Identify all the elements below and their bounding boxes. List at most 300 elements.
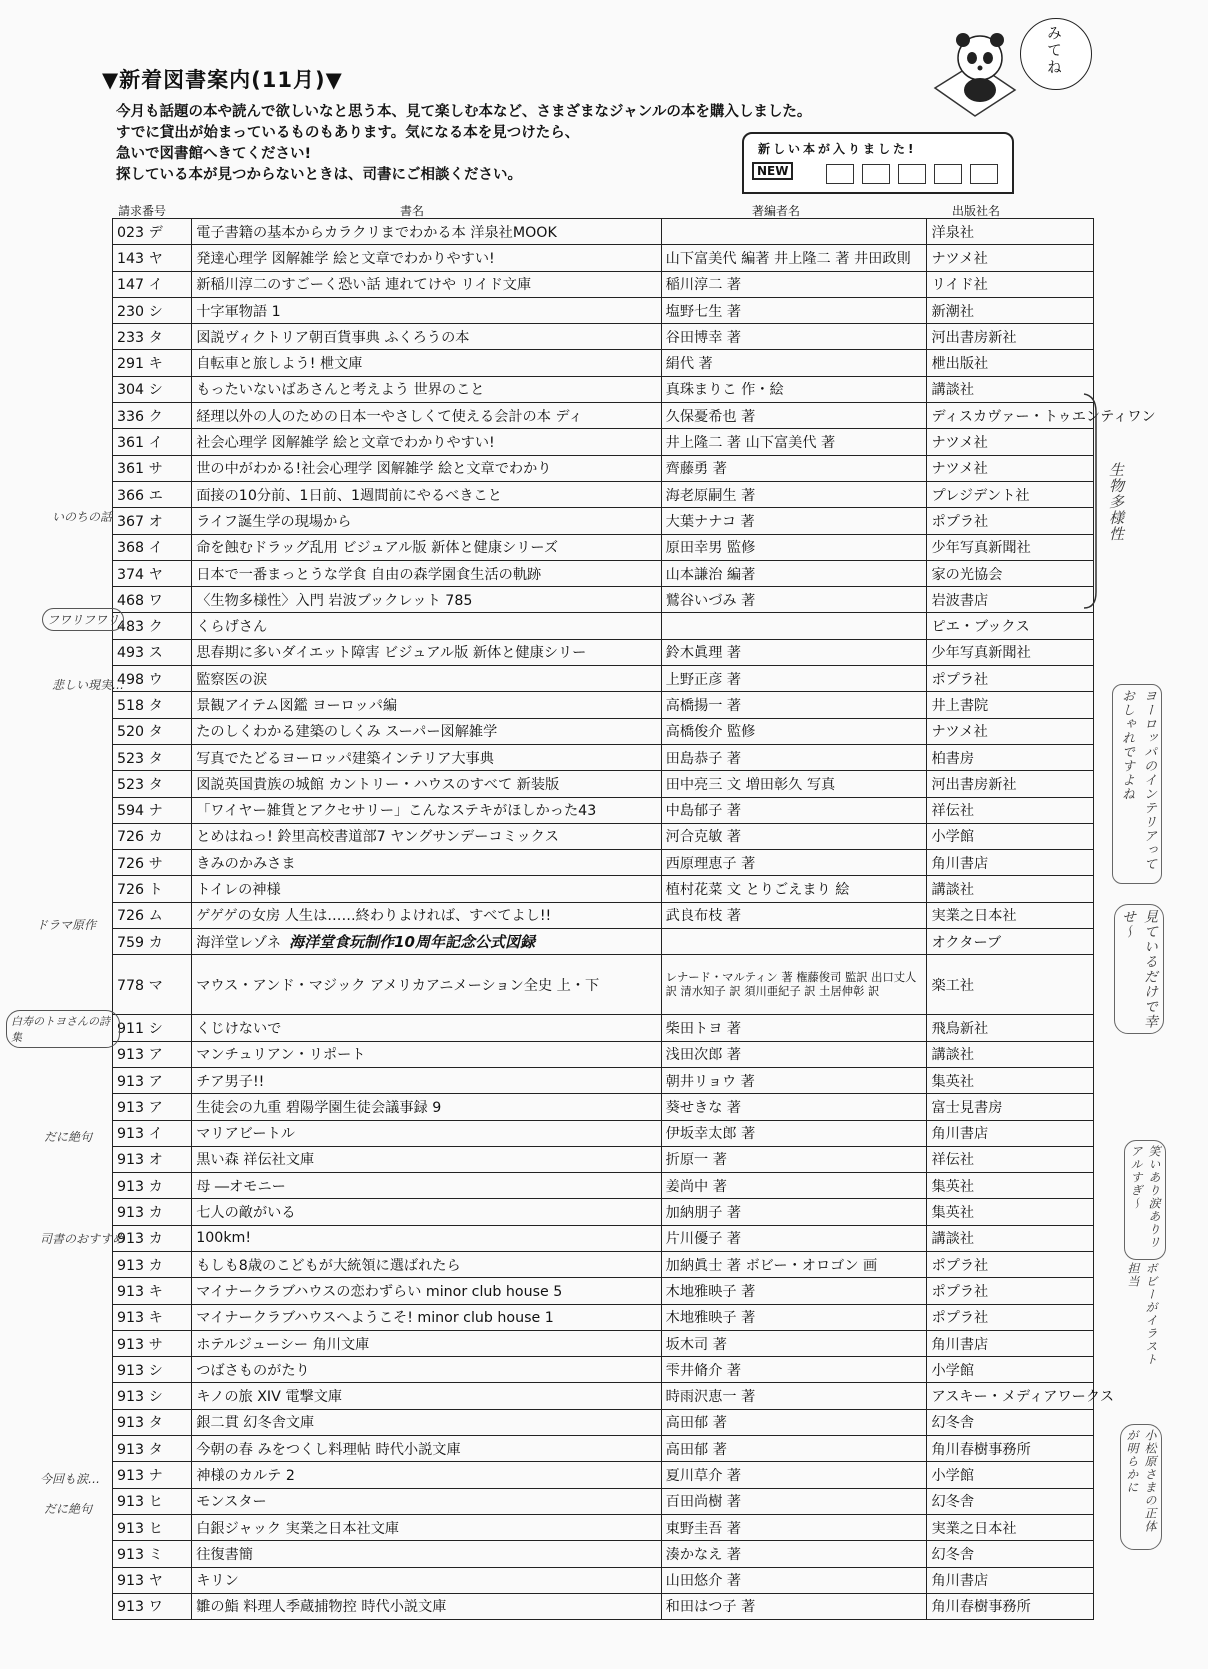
table-row — [113, 613, 1094, 639]
call-number-cell-text: 726 ム — [117, 908, 163, 925]
title-cell-text: 図説ヴィクトリア朝百貨事典 ふくろうの本 — [196, 329, 470, 346]
title-cell — [192, 718, 661, 744]
call-number-cell — [113, 613, 192, 639]
table-row — [113, 1251, 1094, 1277]
publisher-cell-text: プレジデント社 — [931, 487, 1030, 504]
publisher-cell — [927, 902, 1094, 928]
title-cell-text: 新稲川淳二のすごーく恐い話 連れてけや リイド文庫 — [196, 277, 532, 294]
publisher-cell-text: 集英社 — [931, 1178, 975, 1195]
publisher-cell-text: 祥伝社 — [931, 803, 975, 820]
publisher-cell — [927, 1146, 1094, 1172]
publisher-cell-text: 小学館 — [931, 1468, 975, 1484]
title-cell — [192, 1488, 661, 1514]
table-row — [113, 219, 1094, 245]
author-cell-text: 朝井リョウ 著 — [665, 1073, 755, 1090]
table-row — [113, 1488, 1094, 1514]
header-publisher: 出版社名 — [952, 204, 1001, 218]
author-cell — [661, 1462, 927, 1488]
author-cell — [661, 1094, 927, 1120]
call-number-cell-text: 913 シ — [117, 1362, 163, 1379]
call-number-cell — [113, 1593, 192, 1619]
call-number-cell-text: 913 ミ — [117, 1546, 163, 1563]
title-cell — [192, 1436, 661, 1462]
title-cell — [192, 481, 661, 507]
title-cell-text: ゲゲゲの女房 人生は……終わりよければ、すべてよし!! — [196, 908, 552, 925]
author-cell — [661, 1173, 927, 1199]
title-cell-text: 今朝の春 みをつくし料理帖 時代小説文庫 — [196, 1441, 461, 1458]
publisher-cell-text: ポプラ社 — [931, 1257, 989, 1274]
table-row — [113, 1514, 1094, 1540]
title-cell — [192, 1593, 661, 1619]
book-icon — [862, 164, 890, 184]
publisher-cell — [927, 850, 1094, 876]
author-cell — [661, 1541, 927, 1567]
title-cell-text: マウス・アンド・マジック アメリカアニメーション全史 上・下 — [196, 977, 600, 994]
call-number-cell-text: 911 シ — [117, 1020, 163, 1037]
call-number-cell-text: 913 シ — [117, 1389, 163, 1406]
publisher-cell-text: ポプラ社 — [931, 1283, 989, 1300]
author-cell-text: 木地雅映子 著 — [665, 1310, 756, 1327]
title-cell — [192, 1514, 661, 1540]
author-cell-text: 田中亮三 文 増田彰久 写真 — [665, 776, 836, 793]
author-cell-text: 湊かなえ 著 — [665, 1546, 742, 1563]
call-number-cell-text: 913 タ — [117, 1441, 163, 1458]
author-cell-text: 植村花菜 文 とりごえまり 絵 — [665, 882, 850, 899]
table-row — [113, 1173, 1094, 1199]
call-number-cell-text: 913 カ — [117, 1205, 163, 1222]
publisher-cell-text: 実業之日本社 — [931, 1520, 1017, 1537]
call-number-cell-text: 913 サ — [117, 1336, 163, 1353]
author-cell-text: 塩野七生 著 — [665, 303, 742, 320]
table-row — [113, 534, 1094, 560]
publisher-cell-text: 講談社 — [931, 382, 975, 399]
publisher-cell-text: 角川書店 — [931, 1126, 989, 1143]
publisher-cell — [927, 297, 1094, 323]
badge-new-label: NEW — [752, 162, 793, 180]
call-number-cell — [113, 902, 192, 928]
call-number-cell — [113, 1146, 192, 1172]
title-cell — [192, 744, 661, 770]
call-number-cell — [113, 771, 192, 797]
page-title: ▼新着図書案内(11月)▼ — [102, 68, 343, 92]
table-row — [113, 902, 1094, 928]
author-cell — [661, 797, 927, 823]
publisher-cell-text: ポプラ社 — [931, 1310, 989, 1327]
title-cell-text: つばさものがたり — [196, 1362, 310, 1379]
note-miteiru: 見ているだけで幸せ〜 — [1114, 904, 1164, 1034]
publisher-cell-text: 洋泉社 — [931, 224, 975, 241]
author-cell — [661, 245, 927, 271]
author-cell — [661, 297, 927, 323]
call-number-cell — [113, 534, 192, 560]
publisher-cell-text: 祥伝社 — [931, 1152, 975, 1169]
title-cell-text: トイレの神様 — [196, 882, 281, 899]
table-row — [113, 481, 1094, 507]
author-cell — [661, 403, 927, 429]
author-cell — [661, 481, 927, 507]
publisher-cell — [927, 350, 1094, 376]
table-row — [113, 1304, 1094, 1330]
publisher-cell-text: アスキー・メディアワークス — [931, 1389, 1115, 1406]
author-cell-text: 久保憂希也 著 — [665, 408, 756, 425]
title-cell-text: 母 ―オモニー — [196, 1178, 286, 1195]
call-number-cell — [113, 245, 192, 271]
call-number-cell — [113, 1436, 192, 1462]
title-cell — [192, 797, 661, 823]
call-number-cell — [113, 350, 192, 376]
publisher-cell-text: 幻冬舎 — [931, 1494, 975, 1511]
publisher-cell-text: ディスカヴァー・トゥエンティワン — [931, 408, 1156, 425]
title-cell — [192, 666, 661, 692]
note-bobby: ボビーがイラスト担当 — [1126, 1262, 1158, 1366]
table-row — [113, 1120, 1094, 1146]
title-cell-text: 発達心理学 図解雑学 絵と文章でわかりやすい! — [196, 250, 495, 267]
call-number-cell-text: 913 ア — [117, 1073, 163, 1090]
publisher-cell — [927, 560, 1094, 586]
intro-line: 今月も話題の本や読んで欲しいなと思う本、見て楽しむ本など、さまざまなジャンルの本を購入しました。 — [116, 104, 812, 120]
note-fuwari: フワリフワリ — [42, 608, 124, 631]
publisher-cell-text: 集英社 — [931, 1073, 975, 1090]
book-icon — [826, 164, 854, 184]
call-number-cell-text: 778 マ — [117, 977, 163, 994]
author-cell-text: 雫井脩介 著 — [665, 1362, 742, 1379]
title-cell — [192, 350, 661, 376]
publisher-cell — [927, 1015, 1094, 1041]
title-cell-text: 銀二貫 幻冬舎文庫 — [196, 1415, 315, 1432]
book-icon — [898, 164, 926, 184]
title-cell-text: きみのかみさま — [196, 855, 296, 872]
publisher-cell — [927, 1357, 1094, 1383]
publisher-cell-text: 少年写真新聞社 — [931, 540, 1031, 557]
author-cell — [661, 455, 927, 481]
call-number-cell — [113, 1383, 192, 1409]
author-cell — [661, 1567, 927, 1593]
title-cell — [192, 508, 661, 534]
publisher-cell-text: 幻冬舎 — [931, 1415, 975, 1432]
call-number-cell-text: 913 カ — [117, 1178, 163, 1195]
header-author: 著編者名 — [752, 204, 801, 218]
table-row — [113, 771, 1094, 797]
title-cell — [192, 324, 661, 350]
call-number-cell — [113, 403, 192, 429]
title-cell-text: モンスター — [196, 1494, 267, 1511]
table-row — [113, 1436, 1094, 1462]
publisher-cell — [927, 744, 1094, 770]
intro-text — [116, 102, 811, 186]
author-cell — [661, 1015, 927, 1041]
call-number-cell — [113, 666, 192, 692]
call-number-cell — [113, 1514, 192, 1540]
call-number-cell-text: 913 イ — [117, 1126, 163, 1143]
author-cell — [661, 534, 927, 560]
table-row — [113, 1383, 1094, 1409]
call-number-cell — [113, 324, 192, 350]
author-cell — [661, 1041, 927, 1067]
publisher-cell-text: 集英社 — [931, 1205, 975, 1222]
publisher-cell — [927, 1304, 1094, 1330]
author-cell-text: 浅田次郎 著 — [665, 1047, 742, 1064]
table-row — [113, 350, 1094, 376]
author-cell — [661, 823, 927, 849]
table-row — [113, 823, 1094, 849]
table-row — [113, 1462, 1094, 1488]
title-cell-text: とめはねっ! 鈴里高校書道部7 ヤングサンデーコミックス — [196, 829, 559, 846]
intro-line: 探している本が見つからないときは、司書にご相談ください。 — [116, 167, 522, 183]
author-cell-text: 山下富美代 編著 井上隆二 著 井田政則 — [665, 250, 911, 267]
author-cell-text: 加納眞士 著 ボビー・オロゴン 画 — [665, 1257, 878, 1274]
title-cell-text: くらげさん — [196, 619, 268, 636]
call-number-cell-text: 913 タ — [117, 1415, 163, 1432]
title-cell-text: 図説英国貴族の城館 カントリー・ハウスのすべて 新装版 — [196, 776, 560, 793]
publisher-cell — [927, 823, 1094, 849]
author-cell — [661, 1278, 927, 1304]
publisher-cell-text: オクターブ — [931, 934, 1002, 951]
call-number-cell-text: 361 イ — [117, 435, 163, 452]
call-number-cell — [113, 297, 192, 323]
call-number-cell-text: 913 ナ — [117, 1468, 163, 1484]
author-cell — [661, 429, 927, 455]
call-number-cell-text: 759 カ — [117, 934, 163, 951]
table-row — [113, 271, 1094, 297]
author-cell — [661, 324, 927, 350]
title-cell — [192, 823, 661, 849]
publisher-cell-text: ナツメ社 — [931, 435, 988, 452]
panda-icon — [930, 28, 1020, 118]
note-warai: 笑いあり涙ありリアルすぎ〜 — [1124, 1140, 1166, 1260]
call-number-cell-text: 726 カ — [117, 829, 163, 846]
call-number-cell-text: 483 ク — [117, 619, 163, 636]
title-cell — [192, 560, 661, 586]
call-number-cell-text: 230 シ — [117, 303, 163, 320]
table-row — [113, 324, 1094, 350]
intro-line: 急いで図書館へきてください! — [116, 146, 312, 162]
title-cell-text: 十字軍物語 1 — [196, 303, 281, 320]
publisher-cell — [927, 1330, 1094, 1356]
table-row — [113, 376, 1094, 402]
title-cell — [192, 403, 661, 429]
publisher-cell — [927, 666, 1094, 692]
author-cell — [661, 639, 927, 665]
author-cell — [661, 1146, 927, 1172]
title-cell — [192, 639, 661, 665]
table-row — [113, 429, 1094, 455]
note-drama: ドラマ原作 — [36, 918, 97, 932]
author-cell — [661, 1330, 927, 1356]
title-cell-text: 景観アイテム図鑑 ヨーロッパ編 — [196, 697, 398, 714]
call-number-cell — [113, 1462, 192, 1488]
publisher-cell-text: ナツメ社 — [931, 461, 988, 478]
call-number-cell-text: 913 キ — [117, 1310, 163, 1327]
publisher-cell — [927, 1383, 1115, 1409]
table-row — [113, 1199, 1094, 1225]
title-cell — [192, 1357, 661, 1383]
publisher-cell-text: 講談社 — [931, 1047, 975, 1064]
author-cell-text: 葵せきな 著 — [665, 1099, 742, 1116]
author-cell-text: 姜尚中 著 — [665, 1178, 727, 1195]
title-cell — [192, 1173, 661, 1199]
table-row — [113, 1567, 1094, 1593]
author-cell — [661, 1436, 927, 1462]
publisher-cell-text: ポプラ社 — [931, 513, 989, 530]
call-number-cell-text: 367 オ — [117, 513, 163, 530]
title-cell — [192, 271, 661, 297]
publisher-cell-text: 楽工社 — [931, 977, 975, 994]
publisher-cell — [927, 1488, 1094, 1514]
author-cell — [661, 1488, 927, 1514]
call-number-cell-text: 493 ス — [117, 645, 163, 662]
title-cell-text: 「ワイヤー雑貨とアクセサリー」こんなステキがほしかった43 — [196, 803, 597, 820]
title-cell — [192, 613, 661, 639]
publisher-cell — [927, 1251, 1094, 1277]
call-number-cell — [113, 1015, 192, 1041]
header-title: 書名 — [400, 204, 425, 218]
publisher-cell — [927, 718, 1094, 744]
title-cell-text: 雛の鮨 料理人季蔵捕物控 時代小説文庫 — [196, 1599, 447, 1616]
title-cell-text: 100km! — [196, 1230, 252, 1247]
table-row — [113, 718, 1094, 744]
title-cell-text: 自転車と旅しよう! 枻文庫 — [196, 356, 363, 373]
title-cell — [192, 850, 661, 876]
call-number-cell — [113, 1541, 192, 1567]
call-number-cell — [113, 1173, 192, 1199]
call-number-cell — [113, 219, 192, 245]
publisher-cell — [927, 692, 1094, 718]
author-cell-text: 加納朋子 著 — [665, 1205, 742, 1222]
publisher-cell — [927, 1067, 1094, 1093]
title-cell-text: 白銀ジャック 実業之日本社文庫 — [196, 1520, 400, 1537]
author-cell-text: 和田はつ子 著 — [665, 1599, 756, 1616]
author-cell — [661, 219, 927, 245]
author-cell — [661, 666, 927, 692]
publisher-cell-text: 小学館 — [931, 829, 975, 846]
publisher-cell — [927, 1173, 1094, 1199]
title-cell — [192, 455, 661, 481]
publisher-cell — [927, 403, 1156, 429]
publisher-cell-text: ナツメ社 — [931, 250, 988, 267]
title-cell — [192, 1015, 661, 1041]
call-number-cell — [113, 823, 192, 849]
author-cell — [661, 508, 927, 534]
call-number-cell — [113, 797, 192, 823]
table-row — [113, 955, 1094, 1015]
title-cell-text: マンチュリアン・リポート — [196, 1047, 366, 1064]
table-row — [113, 1330, 1094, 1356]
title-cell-text: 監察医の涙 — [196, 671, 268, 688]
table-row — [113, 876, 1094, 902]
table-row — [113, 1225, 1094, 1251]
intro-line: すでに貸出が始まっているものもあります。気になる本を見つけたら、 — [116, 125, 580, 141]
title-cell — [192, 1330, 661, 1356]
publisher-cell — [927, 481, 1094, 507]
call-number-cell — [113, 744, 192, 770]
author-cell — [661, 902, 927, 928]
author-cell — [661, 350, 927, 376]
author-cell-text: 井上隆二 著 山下富美代 著 — [665, 435, 836, 452]
title-cell — [192, 534, 661, 560]
author-cell-text: 東野圭吾 著 — [665, 1520, 742, 1537]
title-cell — [192, 1462, 661, 1488]
publisher-cell — [927, 508, 1094, 534]
call-number-cell — [113, 429, 192, 455]
call-number-cell-text: 291 キ — [117, 356, 163, 373]
title-cell-text: キノの旅 XIV 電撃文庫 — [196, 1389, 343, 1406]
publisher-cell — [927, 1199, 1094, 1225]
title-cell — [192, 1067, 661, 1093]
publisher-cell — [927, 639, 1094, 665]
author-cell-text: 高橋俊介 監修 — [665, 724, 756, 741]
publisher-cell-text: 枻出版社 — [931, 356, 989, 373]
title-cell — [192, 1146, 661, 1172]
title-cell-text: ホテルジューシー 角川文庫 — [196, 1336, 370, 1353]
table-row — [113, 692, 1094, 718]
publisher-cell — [927, 1593, 1094, 1619]
note-komatsu: 小松原さまの正体が明らかに — [1120, 1424, 1162, 1550]
title-cell-text: もしも8歳のこどもが大統領に選ばれたら — [196, 1257, 461, 1274]
publisher-cell — [927, 797, 1094, 823]
publisher-cell-text: 新潮社 — [931, 303, 975, 320]
call-number-cell-text: 366 エ — [117, 487, 163, 504]
publisher-cell-text: 角川春樹事務所 — [931, 1441, 1031, 1458]
author-cell-text: 折原一 著 — [665, 1152, 727, 1169]
call-number-cell — [113, 850, 192, 876]
call-number-cell-text: 726 サ — [117, 855, 163, 872]
author-cell-text: 坂木司 著 — [665, 1336, 727, 1353]
title-cell — [192, 692, 661, 718]
author-cell — [661, 1199, 927, 1225]
author-cell — [661, 692, 927, 718]
call-number-cell — [113, 481, 192, 507]
publisher-cell — [927, 1567, 1094, 1593]
title-cell-text: 往復書簡 — [196, 1546, 253, 1563]
call-number-cell-text: 374 ヤ — [117, 566, 163, 583]
title-cell-text: 命を蝕むドラッグ乱用 ビジュアル版 新体と健康シリーズ — [196, 540, 559, 557]
author-cell — [661, 771, 927, 797]
title-cell — [192, 1567, 661, 1593]
publisher-cell-text: 富士見書房 — [931, 1099, 1003, 1116]
title-cell — [192, 1409, 661, 1435]
title-cell-text: ライフ誕生学の現場から — [196, 513, 352, 530]
author-cell — [661, 1120, 927, 1146]
title-cell-text: 日本で一番まっとうな学食 自由の森学園食生活の軌跡 — [196, 566, 542, 583]
publisher-cell-text: 角川書店 — [931, 1573, 989, 1590]
speech-bubble — [1020, 18, 1092, 90]
note-kanashii: 悲しい現実… — [52, 678, 125, 692]
title-cell — [192, 297, 661, 323]
call-number-cell — [113, 876, 192, 902]
call-number-cell — [113, 376, 192, 402]
author-cell-text: 夏川草介 著 — [665, 1468, 742, 1484]
title-cell-text: マイナークラブハウスの恋わずらい minor club house 5 — [196, 1283, 563, 1300]
badge-text: 新しい本が入りました! — [758, 142, 917, 156]
call-number-cell-text: 913 ア — [117, 1099, 163, 1116]
publisher-cell-text: 河出書房新社 — [931, 776, 1017, 793]
publisher-cell-text: 角川春樹事務所 — [931, 1599, 1031, 1616]
publisher-cell — [927, 1462, 1094, 1488]
call-number-cell-text: 913 ア — [117, 1047, 163, 1064]
author-cell — [661, 1409, 927, 1435]
title-cell-text: 神様のカルテ 2 — [196, 1468, 295, 1484]
publisher-cell — [927, 876, 1094, 902]
call-number-cell-text: 594 ナ — [117, 803, 163, 820]
table-row — [113, 587, 1094, 613]
title-cell-text: マリアビートル — [196, 1126, 295, 1143]
publisher-cell-text: 小学館 — [931, 1362, 975, 1379]
table-row — [113, 1067, 1094, 1093]
publisher-cell-text: 井上書院 — [931, 697, 989, 714]
call-number-cell — [113, 455, 192, 481]
table-row — [113, 403, 1094, 429]
publisher-cell-text: 河出書房新社 — [931, 329, 1017, 346]
